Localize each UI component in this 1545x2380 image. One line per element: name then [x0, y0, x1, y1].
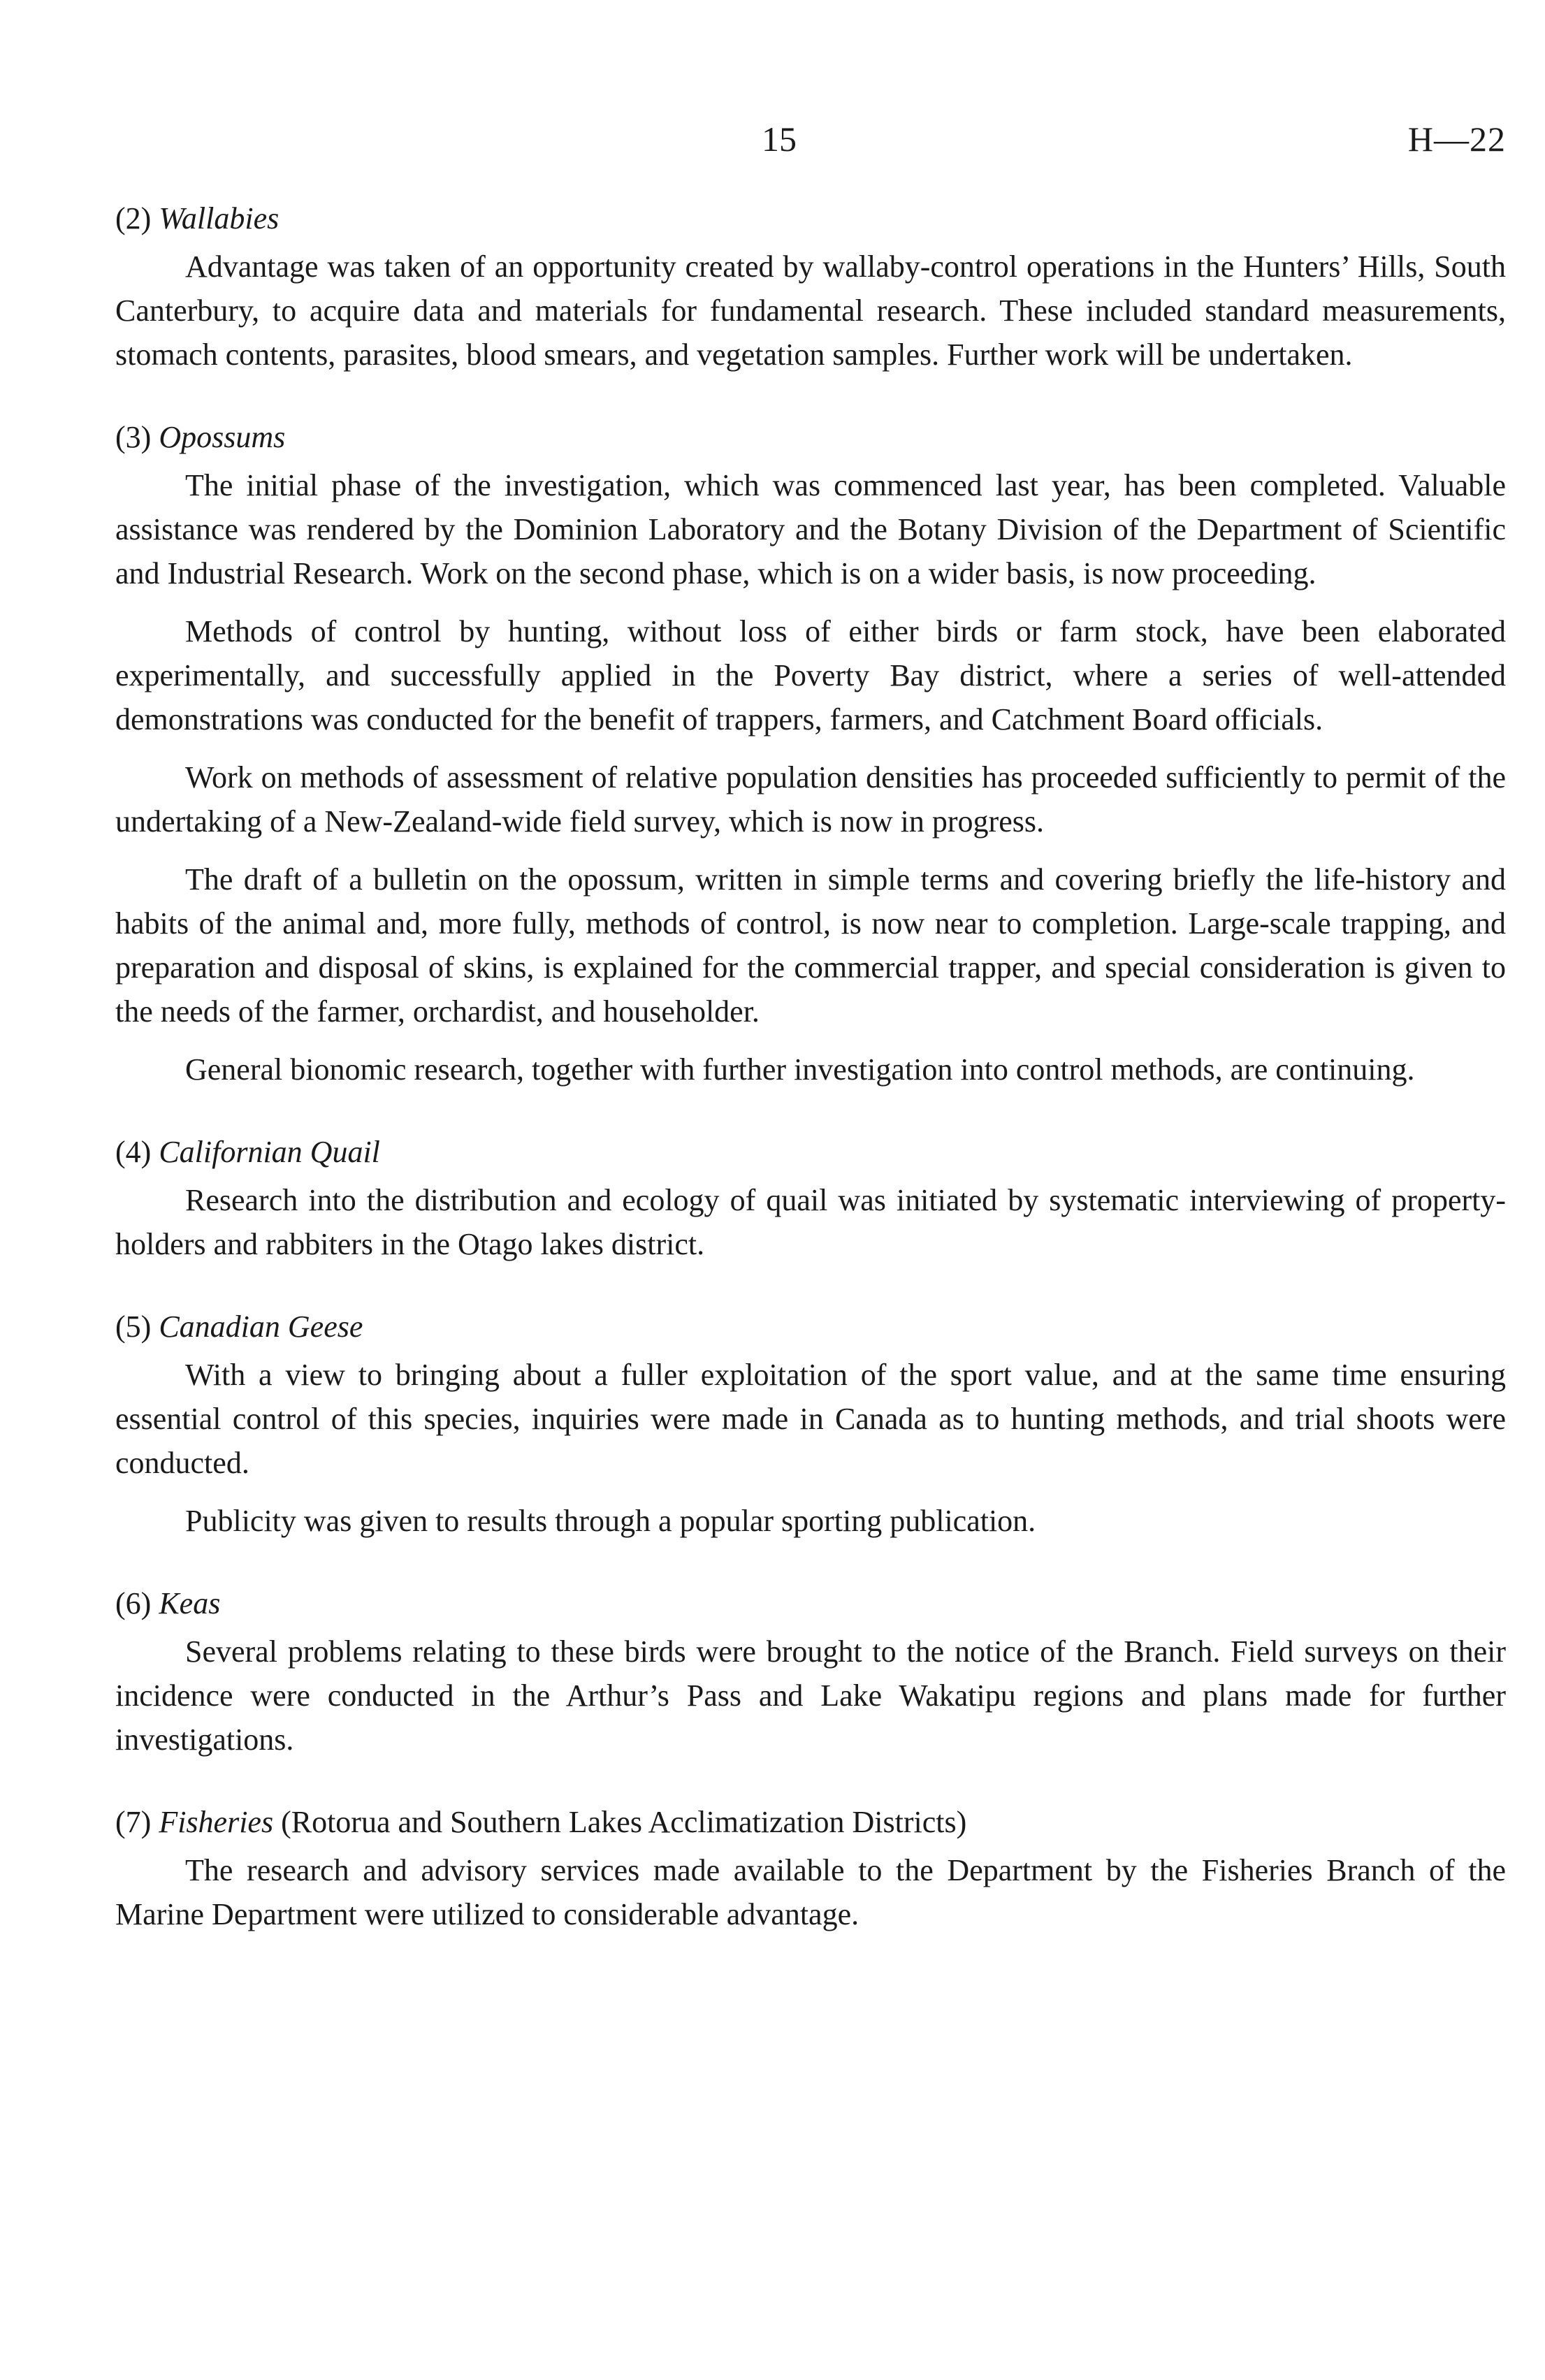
section-title: Fisheries [159, 1805, 274, 1839]
section-heading [115, 1582, 1506, 1625]
section-number: (5) [115, 1309, 152, 1344]
paragraph: With a view to bringing about a fuller exploitation of the sport value, and at the same time ensuring essential control of this species, inquiries were made in Canada as to hunting methods, and trial shoots were conducted. [115, 1358, 1506, 1480]
paragraph: Methods of control by hunting, without loss of either birds or farm stock, have been elaborated experimentally, and successfully applied in the Poverty Bay district, where a series of well-attended demonstrations was conducted for the benefit of trappers, farmers, and Catchment Board officials. [115, 614, 1506, 737]
paragraph: Research into the distribution and ecology of quail was initiated by systematic interviewing of property-holders and rabbiters in the Otago lakes district. [115, 1183, 1506, 1261]
paragraph: The research and advisory services made available to the Department by the Fisheries Branch of the Marine Department were utilized to considerable advantage. [115, 1853, 1506, 1931]
section-title: Californian Quail [159, 1135, 380, 1169]
section-heading [115, 197, 1506, 240]
section-title: Canadian Geese [159, 1309, 363, 1344]
section-canadian-geese [115, 1305, 1506, 1543]
section-subtitle: (Rotorua and Southern Lakes Acclimatization Districts) [281, 1805, 967, 1839]
section-heading [115, 416, 1506, 459]
section-opossums [115, 416, 1506, 1091]
section-number: (4) [115, 1135, 152, 1169]
page-number: 15 [762, 119, 797, 159]
page-header [115, 119, 1506, 168]
paragraph: The initial phase of the investigation, which was commenced last year, has been completed. Valuable assistance was rendered by the Dominion Laboratory and the Botany Division of the Department of Scientific and Industrial Research. Work on the second phase, which is on a wider basis, is now proceeding. [115, 468, 1506, 590]
section-number: (2) [115, 201, 152, 235]
section-title: Keas [159, 1586, 221, 1620]
paragraph: The draft of a bulletin on the opossum, written in simple terms and covering briefly the life-history and habits of the animal and, more fully, methods of control, is now near to completion. Large-scale trapping, and preparation and disposal of skins, is explained for the commercial trapper, and special consideration is given to the needs of the farmer, orchardist, and householder. [115, 862, 1506, 1029]
section-wallabies [115, 197, 1506, 377]
page-content [115, 197, 1506, 1950]
section-number: (7) [115, 1805, 152, 1839]
section-californian-quail [115, 1131, 1506, 1266]
section-heading [115, 1801, 1506, 1844]
section-heading [115, 1305, 1506, 1349]
paragraph: Publicity was given to results through a popular sporting publication. [185, 1504, 1036, 1538]
section-title: Opossums [159, 420, 286, 454]
section-number: (6) [115, 1586, 152, 1620]
section-heading [115, 1131, 1506, 1174]
paragraph: General bionomic research, together with further investigation into control methods, are continuing. [185, 1052, 1415, 1087]
section-fisheries [115, 1801, 1506, 1936]
paragraph: Work on methods of assessment of relative population densities has proceeded sufficiently to permit of the undertaking of a New-Zealand-wide field survey, which is now in progress. [115, 760, 1506, 839]
document-reference: H—22 [1407, 119, 1506, 159]
section-number: (3) [115, 420, 152, 454]
paragraph: Advantage was taken of an opportunity created by wallaby-control operations in the Hunters’ Hills, South Canterbury, to acquire data and materials for fundamental research. These included standard measurements, stomach contents, parasites, blood smears, and vegetation samples. Further work will be undertaken. [115, 249, 1506, 372]
section-keas [115, 1582, 1506, 1762]
section-title: Wallabies [159, 201, 280, 235]
paragraph: Several problems relating to these birds were brought to the notice of the Branch. Field surveys on their incidence were conducted in the Arthur’s Pass and Lake Wakatipu regions and plans made for further investigations. [115, 1634, 1506, 1757]
